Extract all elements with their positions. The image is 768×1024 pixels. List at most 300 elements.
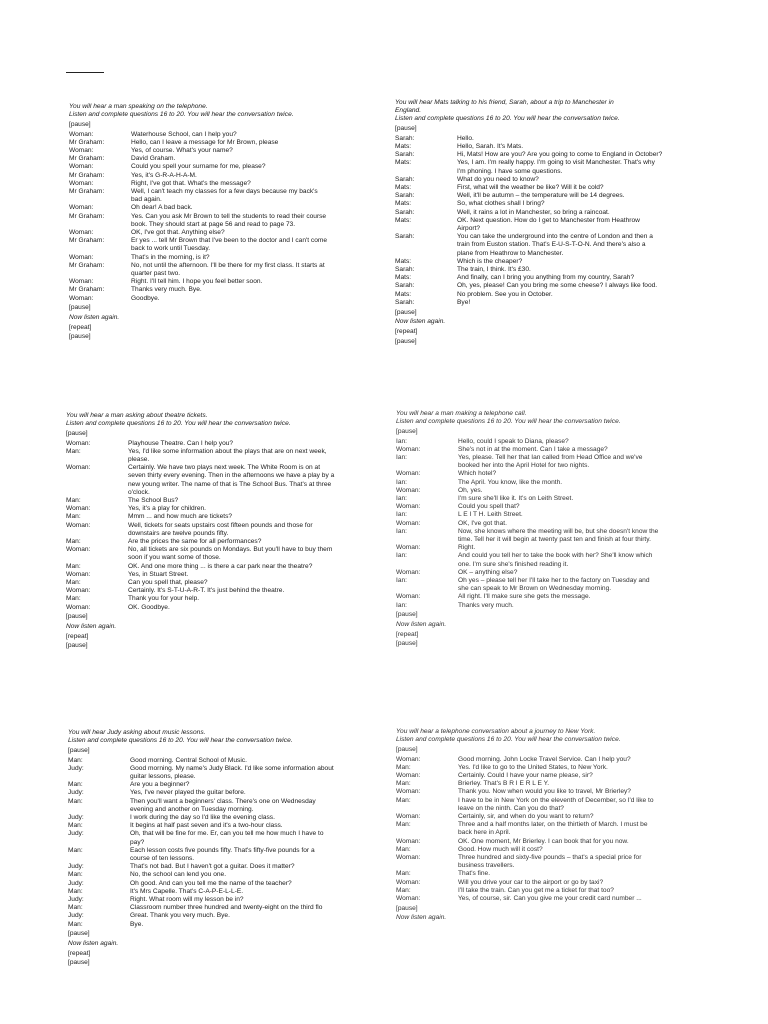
- dialogue-text: please.: [128, 456, 150, 464]
- dialogue-line: [396, 602, 706, 610]
- dialogue-line: [395, 266, 703, 274]
- dialogue-text: Right.: [458, 544, 476, 552]
- dialogue-text: Could you spell your surname for me, please?: [131, 163, 266, 171]
- dialogue-text: Oh good. And can you tell me the name of the teacher?: [130, 879, 292, 887]
- speaker-label: Woman:: [69, 278, 94, 286]
- dialogue-line: [396, 495, 706, 503]
- speaker-label: Woman:: [396, 486, 421, 494]
- dialogue-text: Each lesson costs five pounds fifty. That's fifty-five pounds for a: [130, 846, 315, 854]
- stage-cue: [pause]: [396, 640, 418, 648]
- dialogue-line: [396, 887, 708, 895]
- speaker-label: [69, 245, 131, 253]
- dialogue-line: [66, 456, 376, 464]
- dialogue-text: No, the school can lend you one.: [130, 871, 227, 879]
- dialogue-line: [395, 151, 703, 159]
- dialogue-line: [395, 299, 703, 307]
- speaker-label: Judy:: [68, 830, 84, 838]
- dialogue-line: [396, 544, 706, 552]
- dialogue-line: [69, 180, 379, 188]
- dialogue-line: [395, 282, 703, 290]
- dialogue-line: [68, 773, 378, 781]
- dialogue-text: Yes, of course, sir. Can you give me your credit card number ...: [458, 895, 642, 903]
- speaker-label: Woman:: [69, 229, 94, 237]
- dialogue-text: Thanks very much.: [458, 601, 514, 609]
- dialogue-line: [395, 258, 703, 266]
- dialogue-text: Classroom number three hundred and twenty-eight on the third flo: [130, 904, 323, 912]
- dialogue-line: [69, 270, 379, 278]
- dialogue-line: [66, 571, 376, 579]
- speaker-label: [396, 805, 458, 813]
- speaker-label: [66, 481, 128, 489]
- dialogue-text: Can you spell that, please?: [128, 579, 208, 587]
- dialogue-text: Hello, can I leave a message for Mr Brown, please: [131, 138, 279, 146]
- transcript-panel-1: [69, 103, 379, 343]
- dialogue-text: course of ten lessons.: [130, 855, 195, 863]
- dialogue-line: [69, 278, 379, 286]
- speaker-label: Ian:: [396, 495, 407, 503]
- dialogue-text: back to work until Tuesday.: [131, 245, 211, 253]
- stage-cue: [pause]: [396, 611, 418, 619]
- dialogue-text: You can take the underground into the centre of London and then a: [457, 233, 653, 241]
- speaker-label: Man:: [68, 920, 83, 928]
- dialogue-line: [66, 522, 376, 530]
- stage-cue: [pause]: [395, 337, 417, 345]
- speaker-label: [396, 829, 458, 837]
- speaker-label: Woman:: [66, 546, 91, 554]
- dialogue-line: [396, 503, 706, 511]
- dialogue-text: The School Bus?: [128, 497, 179, 505]
- dialogue-text: Good morning. Central School of Music.: [130, 756, 247, 764]
- dialogue-line: [66, 546, 376, 554]
- transcript-panel-5: [68, 729, 378, 969]
- speaker-label: Man:: [396, 886, 411, 894]
- speaker-label: Mats:: [395, 143, 412, 151]
- speaker-label: Man:: [396, 845, 411, 853]
- speaker-label: Man:: [66, 447, 81, 455]
- speaker-label: Mr Graham:: [69, 237, 105, 245]
- dialogue-line: [396, 821, 708, 829]
- dialogue-line: [69, 204, 379, 212]
- dialogue-text: Airport?: [457, 225, 481, 233]
- speaker-label: Man:: [396, 780, 411, 788]
- dialogue-text: OK. And one more thing ... is there a car park near the theatre?: [128, 562, 313, 570]
- speaker-label: [69, 270, 131, 278]
- speaker-label: Woman:: [396, 503, 421, 511]
- dialogue-line: [396, 895, 708, 903]
- speaker-label: Woman:: [396, 813, 421, 821]
- dialogue-text: pay?: [130, 838, 145, 846]
- dialogue-text: Thank you. Now when would you like to travel, Mr Brierley?: [458, 788, 631, 796]
- dialogue-text: Well, it rains a lot in Manchester, so bring a raincoat.: [457, 208, 610, 216]
- stage-cue: [pause]: [69, 304, 91, 312]
- dialogue-line: [395, 291, 703, 299]
- dialogue-text: Bye.: [130, 920, 144, 928]
- dialogue-line: [69, 286, 379, 294]
- speaker-label: [69, 196, 131, 204]
- dialogue-text: Right. I'll tell him. I hope you feel better soon.: [131, 278, 263, 286]
- dialogue-line: [69, 237, 379, 245]
- pause-cue: [pause]: [396, 745, 418, 753]
- dialogue-line: [395, 200, 703, 208]
- dialogue-line: [68, 863, 378, 871]
- dialogue-text: time. Tell her it will begin at twenty past ten and finish at four thirty.: [458, 536, 651, 544]
- dialogue-text: Certainly. We have two plays next week. The White Room is on at: [128, 464, 321, 472]
- speaker-label: Woman:: [396, 470, 421, 478]
- dialogue-line: [395, 192, 703, 200]
- speaker-label: Judy:: [68, 896, 84, 904]
- dialogue-line: [68, 806, 378, 814]
- intro-text: You will hear Judy asking about music lessons.: [68, 729, 206, 736]
- speaker-label: [68, 839, 130, 847]
- dialogue-text: David Graham.: [131, 155, 176, 163]
- dialogue-line: [395, 274, 703, 282]
- dialogue-line: [396, 511, 706, 519]
- speaker-label: Man:: [68, 871, 83, 879]
- speaker-label: [395, 168, 457, 176]
- dialogue-text: Oh yes – please tell her I'll take her to the factory on Tuesday and: [458, 577, 650, 585]
- dialogue-text: Playhouse Theatre. Can I help you?: [128, 439, 234, 447]
- speaker-label: Mr Graham:: [69, 171, 105, 179]
- speaker-label: Mr Graham:: [69, 286, 105, 294]
- dialogue-line: [396, 520, 706, 528]
- dialogue-text: Certainly. It's S-T-U-A-R-T. It's just behind the theatre.: [128, 587, 285, 595]
- speaker-label: Man:: [396, 763, 411, 771]
- dialogue-line: [396, 813, 708, 821]
- dialogue-text: guitar lessons, please.: [130, 773, 196, 781]
- listen-again-cue: Now listen again.: [396, 914, 447, 922]
- speaker-label: [66, 530, 128, 538]
- dialogue-line: [395, 168, 703, 176]
- dialogue-text: Good. How much will it cost?: [458, 845, 543, 853]
- dialogue-text: train from Euston station. That's E-U-S-T-O-N. And there's also a: [457, 241, 646, 249]
- dialogue-text: o'clock.: [128, 488, 150, 496]
- speaker-label: Woman:: [69, 204, 94, 212]
- dialogue-line: [396, 561, 706, 569]
- speaker-label: Woman:: [66, 464, 91, 472]
- speaker-label: Man:: [396, 796, 411, 804]
- dialogue-line: [396, 552, 706, 560]
- dialogue-line: [66, 595, 376, 603]
- speaker-label: Ian:: [396, 437, 407, 445]
- dialogue-line: [66, 440, 376, 448]
- speaker-label: Man:: [68, 846, 83, 854]
- dialogue-line: [395, 159, 703, 167]
- dialogue-text: Hi, Mats! How are you? Are you going to come to England in October?: [457, 151, 663, 159]
- speaker-label: Judy:: [68, 789, 84, 797]
- dialogue-line: [66, 505, 376, 513]
- intro-text: Listen and complete questions 16 to 20. You will hear the conversation twice.: [68, 737, 293, 745]
- speaker-label: Woman:: [396, 519, 421, 527]
- dialogue-line: [68, 757, 378, 765]
- intro-text: Listen and complete questions 16 to 20. You will hear the conversation twice.: [66, 420, 291, 428]
- dialogue-line: [396, 797, 708, 805]
- dialogue-line: [66, 579, 376, 587]
- stage-cue: [repeat]: [395, 327, 418, 335]
- dialogue-line: [68, 896, 378, 904]
- speaker-label: Judy:: [68, 912, 84, 920]
- speaker-label: Man:: [396, 821, 411, 829]
- pause-cue: [pause]: [66, 429, 88, 437]
- listen-again-cue: Now listen again.: [395, 318, 446, 326]
- speaker-label: Ian:: [396, 478, 407, 486]
- dialogue-line: [68, 765, 378, 773]
- dialogue-text: OK. Next question. How do I get to Manchester from Heathrow: [457, 216, 640, 224]
- speaker-label: [395, 250, 457, 258]
- speaker-label: [68, 773, 130, 781]
- dialogue-text: It begins at half past seven and it's a two-hour class.: [130, 822, 283, 830]
- intro-text: Listen and complete questions 16 to 20. You will hear the conversation twice.: [69, 111, 294, 119]
- intro-text: You will hear a man speaking on the telephone.: [69, 103, 208, 110]
- dialogue-line: [395, 209, 703, 217]
- speaker-label: Woman:: [396, 788, 421, 796]
- speaker-label: Sarah:: [395, 192, 415, 200]
- dialogue-text: Waterhouse School, can I help you?: [131, 130, 237, 138]
- dialogue-line: [395, 143, 703, 151]
- dialogue-text: seven thirty every evening. Then in the afternoons we have a play by a: [128, 472, 335, 480]
- speaker-label: Woman:: [66, 521, 91, 529]
- stage-cue: [pause]: [66, 613, 88, 621]
- dialogue-text: booked her into the April Hotel for two nights.: [458, 462, 590, 470]
- speaker-label: Ian:: [396, 527, 407, 535]
- dialogue-text: That's fine.: [458, 870, 491, 878]
- dialogue-text: Yes, in Stuart Street.: [128, 570, 189, 578]
- speaker-label: Mr Graham:: [69, 212, 105, 220]
- intro-text: Listen and complete questions 16 to 20. You will hear the conversation twice.: [395, 115, 620, 123]
- dialogue-line: [66, 481, 376, 489]
- speaker-label: Judy:: [68, 879, 84, 887]
- speaker-label: Man:: [68, 887, 83, 895]
- dialogue-text: I work during the day so I'd like the evening class.: [130, 814, 275, 822]
- dialogue-text: Yes, it's a play for children.: [128, 505, 206, 513]
- speaker-label: Man:: [66, 579, 81, 587]
- dialogue-text: Will you drive your car to the airport or go by taxi?: [458, 878, 604, 886]
- dialogue-text: Yes. Can you ask Mr Brown to tell the students to read their course: [131, 212, 327, 220]
- dialogue-text: OK, I've got that.: [458, 519, 507, 527]
- dialogue-text: OK. Goodbye.: [128, 603, 170, 611]
- speaker-label: Man:: [68, 756, 83, 764]
- dialogue-text: Hello, Sarah. It's Mats.: [457, 143, 524, 151]
- dialogue-line: [68, 789, 378, 797]
- dialogue-line: [396, 569, 706, 577]
- dialogue-line: [68, 847, 378, 855]
- dialogue-text: Three hundred and sixty-five pounds – that's a special price for: [458, 854, 642, 862]
- speaker-label: Woman:: [396, 895, 421, 903]
- dialogue-text: Thank you for your help.: [128, 595, 200, 603]
- dialogue-text: Yes, it's G-R-A-H-A-M.: [131, 171, 197, 179]
- speaker-label: [66, 554, 128, 562]
- dialogue-line: [396, 454, 706, 462]
- dialogue-text: Oh, yes.: [458, 486, 483, 494]
- dialogue-text: Which hotel?: [458, 470, 497, 478]
- dialogue-line: [69, 245, 379, 253]
- dialogue-text: Yes, I've never played the guitar before.: [130, 789, 246, 797]
- speaker-label: Man:: [66, 562, 81, 570]
- dialogue-line: [396, 577, 706, 585]
- intro-text: Listen and complete questions 16 to 20. You will hear the conversation twice.: [396, 418, 621, 426]
- speaker-label: Woman:: [396, 544, 421, 552]
- transcript-panel-4: [396, 410, 706, 650]
- speaker-label: Mr Graham:: [69, 138, 105, 146]
- stage-cue: [repeat]: [68, 949, 91, 957]
- dialogue-text: Mmm ... and how much are tickets?: [128, 513, 233, 521]
- dialogue-line: [69, 221, 379, 229]
- dialogue-text: Are the prices the same for all performances?: [128, 538, 262, 546]
- speaker-label: Woman:: [66, 505, 91, 513]
- dialogue-text: Thanks very much. Bye.: [131, 286, 202, 294]
- stage-cue: [repeat]: [396, 630, 419, 638]
- speaker-label: Man:: [68, 822, 83, 830]
- dialogue-text: I'm phoning. I have some questions.: [457, 167, 563, 175]
- speaker-label: [69, 221, 131, 229]
- dialogue-line: [69, 196, 379, 204]
- dialogue-text: OK, I've got that. Anything else?: [131, 229, 225, 237]
- speaker-label: Woman:: [69, 130, 94, 138]
- dialogue-line: [69, 262, 379, 270]
- dialogue-line: [396, 528, 706, 536]
- dialogue-line: [396, 846, 708, 854]
- intro-text: England.: [395, 107, 422, 115]
- speaker-label: Mats:: [395, 216, 412, 224]
- dialogue-line: [396, 879, 708, 887]
- listen-again-cue: Now listen again.: [68, 940, 119, 948]
- dialogue-text: The April. You know, like the month.: [458, 478, 563, 486]
- speaker-label: Woman:: [66, 587, 91, 595]
- speaker-label: [395, 241, 457, 249]
- dialogue-text: evening and another on Tuesday morning.: [130, 805, 254, 813]
- dialogue-text: soon if you want some of those.: [128, 554, 221, 562]
- dialogue-line: [68, 912, 378, 920]
- dialogue-line: [68, 814, 378, 822]
- speaker-label: Woman:: [66, 603, 91, 611]
- speaker-label: Man:: [66, 513, 81, 521]
- dialogue-text: Three and a half months later, on the thirtieth of March. I must be: [458, 821, 648, 829]
- dialogue-line: [396, 780, 708, 788]
- dialogue-text: Well, I can't teach my classes for a few days because my back's: [131, 188, 318, 196]
- dialogue-text: Now, she knows where the meeting will be, but she doesn't know the: [458, 527, 659, 535]
- dialogue-text: OK. One moment, Mr Brierley. I can book that for you now.: [458, 837, 629, 845]
- speaker-label: Man:: [68, 904, 83, 912]
- speaker-label: Woman:: [396, 593, 421, 601]
- speaker-label: Man:: [68, 797, 83, 805]
- dialogue-line: [68, 798, 378, 806]
- dialogue-line: [66, 587, 376, 595]
- speaker-label: Judy:: [68, 863, 84, 871]
- dialogue-text: downstairs are twelve pounds fifty.: [128, 529, 229, 537]
- dialogue-text: Hello.: [457, 134, 474, 142]
- dialogue-text: Which is the cheaper?: [457, 257, 523, 265]
- dialogue-text: That's in the morning, is it?: [131, 253, 210, 261]
- intro-text: Listen and complete questions 16 to 20. You will hear the conversation twice.: [396, 736, 621, 744]
- dialogue-text: She's not in at the moment. Can I take a message?: [458, 445, 608, 453]
- dialogue-text: bad again.: [131, 196, 162, 204]
- dialogue-text: Hello, could I speak to Diana, please?: [458, 437, 569, 445]
- dialogue-line: [69, 147, 379, 155]
- stage-cue: [repeat]: [69, 323, 92, 331]
- dialogue-text: No, all tickets are six pounds on Mondays. But you'll have to buy them: [128, 546, 333, 554]
- dialogue-line: [66, 489, 376, 497]
- dialogue-text: Bye!: [457, 298, 471, 306]
- speaker-label: Sarah:: [395, 175, 415, 183]
- dialogue-text: Yes, I'd like some information about the plays that are on next week,: [128, 447, 327, 455]
- speaker-label: Man:: [68, 781, 83, 789]
- speaker-label: Sarah:: [395, 134, 415, 142]
- dialogue-line: [66, 530, 376, 538]
- dialogue-line: [396, 870, 708, 878]
- speaker-label: [68, 806, 130, 814]
- dialogue-text: Oh dear! A bad back.: [131, 204, 193, 212]
- dialogue-line: [69, 188, 379, 196]
- speaker-label: Judy:: [68, 764, 84, 772]
- dialogue-text: Certainly, sir, and when do you want to return?: [458, 813, 594, 821]
- speaker-label: [66, 489, 128, 497]
- dialogue-text: It's Mrs Capelle. That's C-A-P-E-L-L-E.: [130, 887, 244, 895]
- speaker-label: [396, 585, 458, 593]
- intro-text: You will hear a man asking about theatre tickets.: [66, 412, 208, 419]
- dialogue-line: [66, 448, 376, 456]
- pause-cue: [pause]: [69, 120, 91, 128]
- dialogue-text: And finally, can I bring you anything from my country, Sarah?: [457, 274, 635, 282]
- dialogue-text: she can speak to Mr Brown on Wednesday morning.: [458, 585, 612, 593]
- dialogue-line: [69, 155, 379, 163]
- speaker-label: Woman:: [69, 294, 94, 302]
- dialogue-line: [395, 241, 703, 249]
- listen-again-cue: Now listen again.: [396, 621, 447, 629]
- speaker-label: Ian:: [396, 577, 407, 585]
- dialogue-line: [69, 229, 379, 237]
- dialogue-line: [396, 772, 708, 780]
- dialogue-text: Yes, please. Tell her that Ian called from Head Office and we've: [458, 454, 643, 462]
- dialogue-line: [396, 536, 706, 544]
- dialogue-line: [395, 176, 703, 184]
- speaker-label: Mats:: [395, 274, 412, 282]
- stage-cue: [pause]: [68, 930, 90, 938]
- dialogue-text: Good morning. John Locke Travel Service. Can I help you?: [458, 755, 631, 763]
- dialogue-line: [68, 830, 378, 838]
- listen-again-cue: Now listen again.: [66, 623, 117, 631]
- speaker-label: [396, 536, 458, 544]
- dialogue-text: Yes, I am. I'm really happy. I'm going to visit Manchester. That's why: [457, 159, 655, 167]
- dialogue-line: [396, 788, 708, 796]
- dialogue-line: [69, 213, 379, 221]
- speaker-label: Woman:: [396, 445, 421, 453]
- dialogue-text: The train, I think. It's £30.: [457, 266, 531, 274]
- speaker-label: Woman:: [396, 568, 421, 576]
- speaker-label: Sarah:: [395, 233, 415, 241]
- dialogue-line: [69, 163, 379, 171]
- dialogue-line: [69, 139, 379, 147]
- intro-text: You will hear a man making a telephone call.: [396, 410, 527, 417]
- dialogue-text: I'll take the train. Can you get me a ticket for that too?: [458, 886, 614, 894]
- stage-cue: [pause]: [66, 642, 88, 650]
- dialogue-line: [396, 829, 708, 837]
- dialogue-line: [68, 904, 378, 912]
- dialogue-line: [395, 225, 703, 233]
- dialogue-line: [69, 254, 379, 262]
- dialogue-text: Right. What room will my lesson be in?: [130, 896, 244, 904]
- dialogue-line: [66, 513, 376, 521]
- dialogue-line: [68, 822, 378, 830]
- speaker-label: Man:: [66, 538, 81, 546]
- dialogue-line: [66, 538, 376, 546]
- speaker-label: Judy:: [68, 814, 84, 822]
- dialogue-line: [68, 921, 378, 929]
- dialogue-line: [396, 462, 706, 470]
- speaker-label: Mr Graham:: [69, 155, 105, 163]
- pause-cue: [pause]: [68, 746, 90, 754]
- dialogue-text: plane from Heathrow to Manchester.: [457, 249, 564, 257]
- transcript-panel-6: [396, 728, 708, 924]
- dialogue-line: [68, 871, 378, 879]
